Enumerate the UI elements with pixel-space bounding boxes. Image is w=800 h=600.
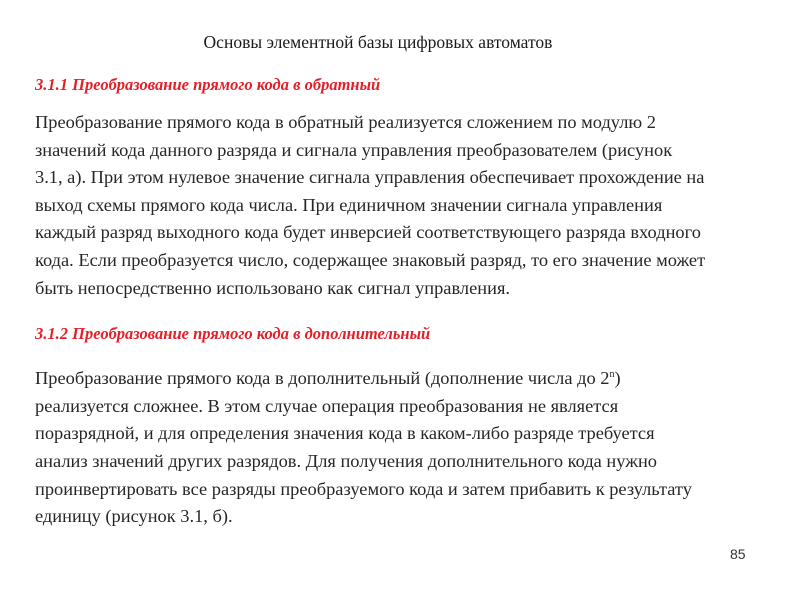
section-heading-3-1-1: 3.1.1 Преобразование прямого кода в обратный <box>35 75 381 94</box>
slide-title: Основы элементной базы цифровых автоматов <box>203 32 553 52</box>
paragraph-line: анализ значений других разрядов. Для получения дополнительного кода нужно <box>35 450 657 471</box>
paragraph-line: кода. Если преобразуется число, содержащее знаковый разряд, то его значение может <box>35 249 706 270</box>
page-number: 85 <box>730 546 746 562</box>
section-paragraph-3-1-2 <box>35 361 692 531</box>
paragraph-line: быть непосредственно использовано как сигнал управления. <box>35 277 510 298</box>
paragraph-line: проинвертировать все разряды преобразуемого кода и затем прибавить к результату <box>35 478 692 499</box>
paragraph-line: каждый разряд выходного кода будет инверсией соответствующего разряда входного <box>35 222 701 243</box>
section-heading-3-1-2: 3.1.2 Преобразование прямого кода в дополнительный <box>35 324 431 343</box>
paragraph-line: Преобразование прямого кода в обратный реализуется сложением по модулю 2 <box>35 112 656 132</box>
line-text: ) <box>614 368 621 389</box>
paragraph-line <box>35 361 692 393</box>
superscript-n: n <box>609 369 615 380</box>
section-paragraph-3-1-1 <box>35 109 705 302</box>
paragraph-line: значений кода данного разряда и сигнала управления преобразователем (рисунок <box>35 139 673 160</box>
line-text: Преобразование прямого кода в дополнительный (дополнение числа до 2 <box>35 368 610 389</box>
paragraph-line: поразрядной, и для определения значения кода в каком-либо разряде требуется <box>35 423 655 444</box>
paragraph-line: единицу (рисунок 3.1, б). <box>35 506 233 527</box>
paragraph-line: 3.1, а). При этом нулевое значение сигнала управления обеспечивает прохождение на <box>35 167 705 188</box>
paragraph-line: реализуется сложнее. В этом случае операция преобразования не является <box>35 395 619 416</box>
paragraph-line: выход схемы прямого кода числа. При единичном значении сигнала управления <box>35 194 663 215</box>
